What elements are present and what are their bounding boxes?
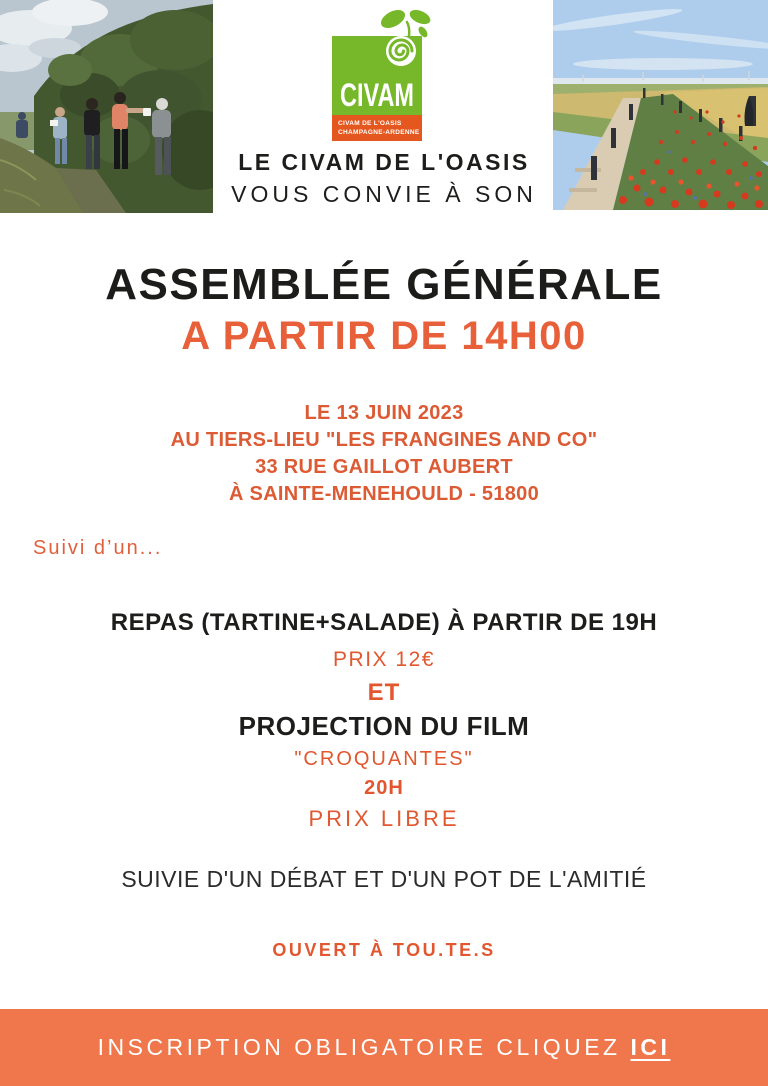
event-street: 33 RUE GAILLOT AUBERT [255,456,513,478]
poppy-hedgerow-photo [553,0,768,210]
followup-lead: Suivi d’un... [33,537,163,559]
footer-text: INSCRIPTION OBLIGATOIRE CLIQUEZ [97,1034,621,1060]
film-time: 20H [364,777,404,799]
logo-sub-line-2: CHAMPAGNE-ARDENNE [338,129,420,136]
footer-banner [0,1009,768,1086]
event-details [0,400,768,508]
meal-price: PRIX 12€ [333,648,435,671]
logo-wordmark: CIVAM [340,77,414,113]
spiral-icon [386,36,416,66]
intro-line-2: VOUS CONVIE À SON [231,181,537,207]
conjunction: ET [367,679,401,706]
logo-orange-band [332,115,422,141]
event-start-time: A PARTIR DE 14H00 [181,314,587,358]
event-title: ASSEMBLÉE GÉNÉRALE [105,260,663,309]
debate-line: SUIVIE D'UN DÉBAT ET D'UN POT DE L'AMITIÉ [121,866,647,892]
open-to-all-line: OUVERT À TOU.TE.S [272,940,496,960]
inscription-link[interactable]: ICI [630,1034,671,1060]
event-city: À SAINTE-MENEHOULD - 51800 [228,483,540,505]
film-line: PROJECTION DU FILM [238,711,530,741]
film-title: "CROQUANTES" [294,748,474,770]
leaf-sprout-icon [378,6,432,39]
event-venue: AU TIERS-LIEU "LES FRANGINES AND CO" [170,429,598,451]
event-date: LE 13 JUIN 2023 [304,402,464,424]
meal-line: REPAS (TARTINE+SALADE) À PARTIR DE 19H [110,609,658,636]
civam-logo [330,4,434,144]
film-price: PRIX LIBRE [308,806,460,831]
logo-sub-line-1: CIVAM DE L'OASIS [338,120,402,127]
intro-line-1: LE CIVAM DE L'OASIS [238,149,530,175]
